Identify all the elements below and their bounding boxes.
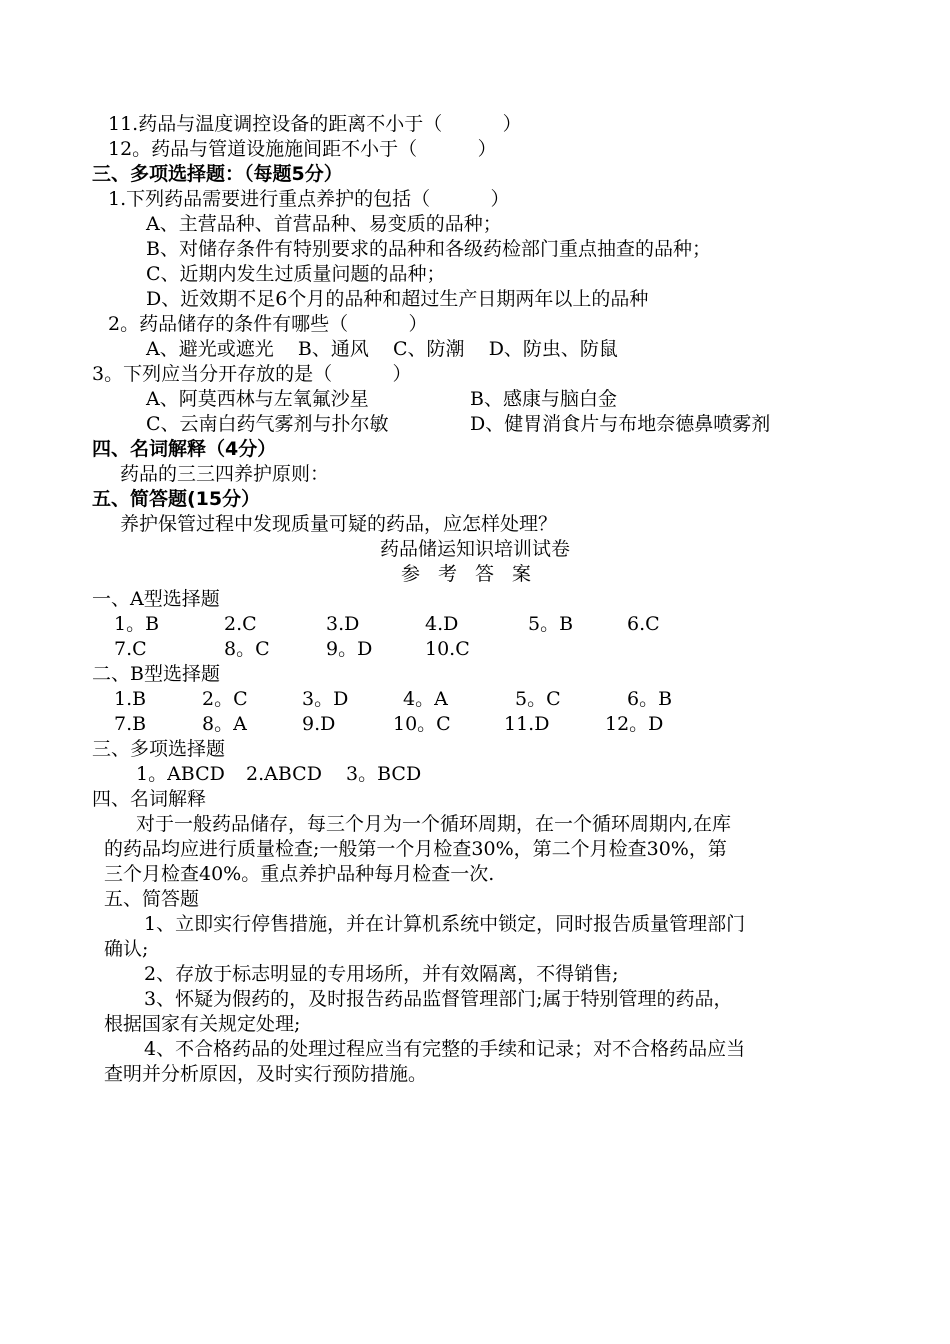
answer-term-line: 三个月检查40%。重点养护品种每月检查一次. [104,863,495,885]
mc-question-1-option-a: A、主营品种、首营品种、易变质的品种； [146,213,502,235]
answer-item: 8。A [202,713,247,735]
mc-question-3-option-d: D、健胃消食片与布地奈德鼻喷雾剂 [470,413,771,435]
answer-item: 11.D [504,713,550,735]
answer-item: 2.ABCD [246,763,322,785]
answer-short-line: 3、怀疑为假药的，及时报告药品监督管理部门;属于特别管理的药品， [144,988,733,1010]
mc-question-1-option-d: D、近效期不足6个月的品种和超过生产日期两年以上的品种 [146,288,649,310]
answer-short-line: 确认; [104,938,149,960]
answer-item: 6.C [627,613,660,635]
mc-question-3-option-c: C、云南白药气雾剂与扑尔敏 [146,413,389,435]
answer-item: 2。C [202,688,248,710]
answer-short-line: 2、存放于标志明显的专用场所，并有效隔离，不得销售; [144,963,619,985]
answer-section-term-heading: 四、名词解释 [92,788,207,810]
section-heading-short-answer: 五、简答题(15分） [92,488,261,510]
answer-item: 3。BCD [346,763,422,785]
short-answer-question: 养护保管过程中发现质量可疑的药品，应怎样处理？ [120,513,558,535]
mc-question-3: 3。下列应当分开存放的是（ ） [92,363,412,385]
answer-item: 10。C [393,713,451,735]
answer-item: 1。B [114,613,160,635]
answer-section-b-heading: 二、B型选择题 [92,663,220,685]
answer-item: 5。C [515,688,561,710]
answer-item: 10.C [425,638,470,660]
answer-short-line: 1、立即实行停售措施，并在计算机系统中锁定，同时报告质量管理部门 [144,913,746,935]
section-heading-multiple-choice: 三、多项选择题：（每题5分） [92,163,343,185]
mc-question-3-option-a: A、阿莫西林与左氧氟沙星 [146,388,369,410]
answer-item: 5。B [528,613,574,635]
answer-section-multiple-heading: 三、多项选择题 [92,738,226,760]
mc-question-1: 1.下列药品需要进行重点养护的包括（ ） [108,188,510,210]
answer-item: 9.D [302,713,336,735]
term-question: 药品的三三四养护原则： [120,463,330,485]
mc-question-1-option-b: B、对储存条件有特别要求的品种和各级药检部门重点抽查的品种； [146,238,711,260]
answer-key-title: 药品储运知识培训试卷 [379,538,570,560]
question-11: 11.药品与温度调控设备的距离不小于（ ） [108,113,522,135]
answer-item: 4.D [425,613,459,635]
answer-section-a-heading: 一、A型选择题 [92,588,220,610]
mc-question-3-option-b: B、感康与脑白金 [470,388,617,410]
answer-short-line: 查明并分析原因，及时实行预防措施。 [104,1063,428,1085]
section-heading-term: 四、名词解释（4分） [92,438,277,460]
answer-short-line: 根据国家有关规定处理; [104,1013,301,1035]
answer-short-line: 4、不合格药品的处理过程应当有完整的手续和记录；对不合格药品应当 [144,1038,746,1060]
answer-section-short-heading: 五、简答题 [104,888,200,910]
answer-item: 12。D [605,713,664,735]
answer-item: 7.C [114,638,147,660]
answer-item: 2.C [224,613,257,635]
answer-item: 1.B [114,688,147,710]
mc-question-2: 2。药品储存的条件有哪些（ ） [108,313,428,335]
answer-item: 3.D [326,613,360,635]
answer-item: 3。D [302,688,349,710]
answer-item: 6。B [627,688,673,710]
mc-question-2-options: A、避光或遮光 B、通风 C、防潮 D、防虫、防鼠 [146,338,618,360]
mc-question-1-option-c: C、近期内发生过质量问题的品种； [146,263,446,285]
answer-term-line: 对于一般药品储存，每三个月为一个循环周期，在一个循环周期内,在库 [136,813,732,835]
answer-term-line: 的药品均应进行质量检查;一般第一个月检查30%，第二个月检查30%，第 [104,838,727,860]
answer-item: 9。D [326,638,373,660]
answer-item: 7.B [114,713,147,735]
answer-item: 8。C [224,638,270,660]
answer-item: 1。ABCD [136,763,225,785]
answer-key-subtitle: 参考答案 [400,563,549,585]
question-12: 12。药品与管道设施施间距不小于（ ） [108,138,497,160]
answer-item: 4。A [403,688,448,710]
